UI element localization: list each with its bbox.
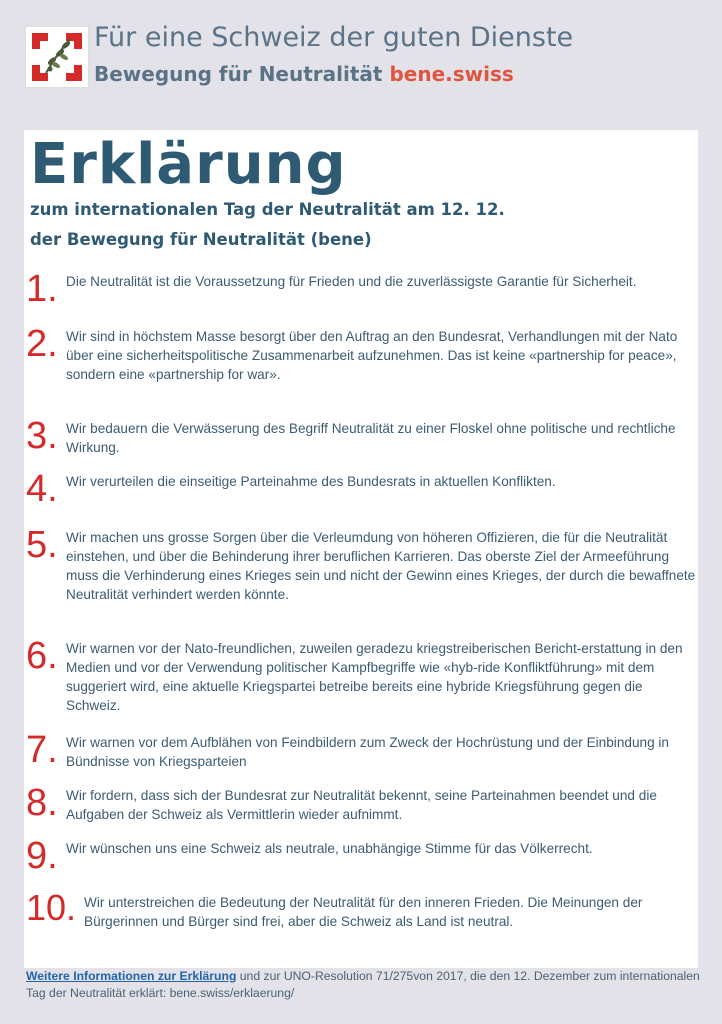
item-text: Wir bedauern die Verwässerung des Begriff Neutralität zu einer Floskel ohne politische und rechtliche Wirkung.: [66, 421, 676, 455]
item-number: 4.: [26, 468, 58, 510]
item-number: 6.: [26, 635, 58, 677]
footer-note: [26, 968, 706, 1002]
item-number: 8.: [26, 782, 58, 824]
item-number: 7.: [26, 729, 58, 771]
item-text: Wir verurteilen die einseitige Parteinahme des Bundesrats in aktuellen Konflikten.: [66, 474, 556, 489]
item-text: Die Neutralität ist die Voraussetzung für Frieden und die zuverlässigste Garantie für Sicherheit.: [66, 274, 637, 289]
item-number: 1.: [26, 268, 58, 310]
item-number: 5.: [26, 524, 58, 566]
item-number: 2.: [26, 323, 58, 365]
more-info-link[interactable]: Weitere Informationen zur Erklärung: [26, 969, 237, 983]
declaration-subtitle-date: zum internationalen Tag der Neutralität am 12. 12.: [30, 200, 505, 219]
header-subtitle: [94, 62, 514, 86]
item-text: Wir wünschen uns eine Schweiz als neutrale, unabhängige Stimme für das Völkerrecht.: [66, 841, 593, 856]
item-text: Wir unterstreichen die Bedeutung der Neutralität für den inneren Frieden. Die Meinungen der Bürgerinnen und Bürger sind frei, aber die Schweiz als Land ist neutral.: [84, 895, 643, 929]
item-text: Wir fordern, dass sich der Bundesrat zur Neutralität bekennt, seine Parteinahmen beendet und die Aufgaben der Schweiz als Vermittlerin wieder aufnimmt.: [66, 788, 657, 822]
item-text: Wir machen uns grosse Sorgen über die Verleumdung von höheren Offizieren, die für die Neutralität einstehen, und über die Behinderung ihrer beruflichen Karrieren. Das oberste Ziel der Armeeführung muss die Verhinderung eines Krieges sein und nicht der Gewinn eines Krieges, der durch die bewaffnete Neutralität verhindert werden könnte.: [66, 530, 696, 602]
item-number: 3.: [26, 415, 58, 457]
item-text: Wir warnen vor der Nato-freundlichen, zuweilen geradezu kriegstreiberischen Bericht-erstattung in den Medien und vor der Verwendung politischer Kampfbegriffe wie «hyb-ride Konfliktführung» mit dem suggeriert wird, eine aktuelle Kriegspartei betreibe bereits eine hybride Kriegsführung gegen die Schweiz.: [66, 641, 683, 713]
header-title: Für eine Schweiz der guten Dienste: [94, 22, 574, 53]
item-number: 9.: [26, 835, 58, 877]
declaration-panel: [24, 130, 698, 968]
item-text: Wir sind in höchstem Masse besorgt über den Auftrag an den Bundesrat, Verhandlungen mit der Nato über eine sicherheitspolitische Zusammenarbeit aufzunehmen. Das ist keine «partnership for peace», sondern eine «partnership for war».: [66, 329, 678, 382]
movement-name: Bewegung für Neutralität: [94, 62, 383, 86]
footer-text: und zur UNO-Resolution 71/275von 2017, die den 12. Dezember zum internationalen Tag der Neutralität erklärt: bene.swiss/erklaerung/: [26, 969, 700, 1000]
item-text: Wir warnen vor dem Aufblähen von Feindbildern zum Zweck der Hochrüstung und der Einbindung in Bündnisse von Kriegsparteien: [66, 735, 669, 769]
brand-link[interactable]: bene.swiss: [389, 62, 514, 86]
page-header: [0, 0, 722, 100]
page-title: Erklärung: [30, 132, 347, 197]
item-number: 10.: [26, 887, 77, 928]
swiss-cross-olive-branch-logo: [25, 26, 89, 88]
declaration-subtitle-org: der Bewegung für Neutralität (bene): [30, 230, 372, 249]
